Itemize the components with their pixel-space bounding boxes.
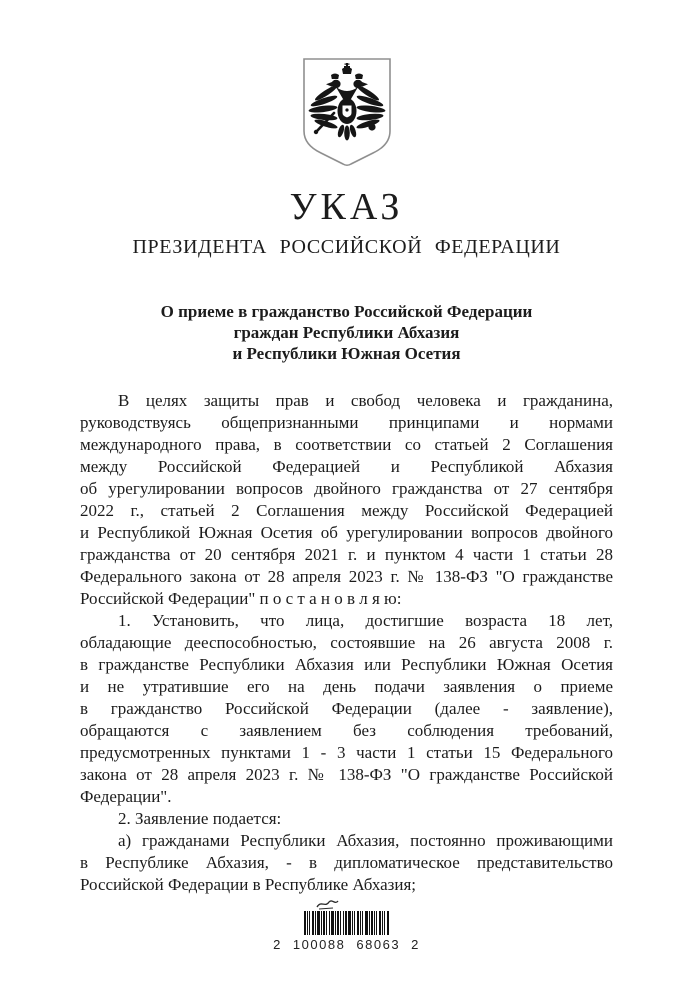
decree-title — [0, 301, 693, 364]
scribble-mark-icon — [314, 898, 340, 911]
paragraph — [80, 610, 613, 808]
text-line: в Республике Абхазия, - в дипломатическое представительство — [80, 853, 613, 872]
decree-title-line-3: и Республики Южная Осетия — [232, 344, 461, 363]
text-line: обращаются с заявлением без соблюдения требований, — [80, 721, 613, 740]
coat-of-arms — [298, 57, 396, 169]
text-line: в гражданство Российской Федерации (далее - заявление), — [80, 699, 613, 718]
text-line: и Республикой Южная Осетия об урегулировании вопросов двойного — [80, 523, 613, 542]
text-line: и не утратившие его на день подачи заявления о приеме — [80, 677, 613, 696]
text-line: в гражданстве Республики Абхазия или Республики Южная Осетия — [80, 655, 613, 674]
text-line: между Российской Федерацией и Республикой Абхазия — [80, 457, 613, 476]
text-line: Российской Федерации" п о с т а н о в л я ю: — [80, 589, 402, 608]
double-headed-eagle-emblem-icon — [298, 57, 396, 169]
decree-title-line-1: О приеме в гражданство Российской Федерации — [160, 302, 533, 321]
text-line: а) гражданами Республики Абхазия, постоянно проживающими — [118, 831, 613, 850]
text-line: обладающие дееспособностью, состоявшие на 26 августа 2008 г. — [80, 633, 613, 652]
text-line: руководствуясь общепризнанными принципами и нормами — [80, 413, 613, 432]
barcode-section — [0, 898, 693, 952]
paragraph — [80, 808, 613, 830]
text-line: гражданства от 20 сентября 2021 г. и пунктом 4 части 1 статьи 28 — [80, 545, 613, 564]
decree-title-line-2: граждан Республики Абхазия — [233, 323, 460, 342]
text-line: Федерального закона от 28 апреля 2023 г. № 138-ФЗ "О гражданстве — [80, 567, 613, 586]
barcode-icon — [304, 911, 390, 935]
decree-type-label: УКАЗ — [289, 186, 404, 228]
text-line: 1. Установить, что лица, достигшие возраста 18 лет, — [118, 611, 613, 630]
text-line: В целях защиты прав и свобод человека и гражданина, — [118, 391, 613, 410]
text-line: предусмотренных пунктами 1 - 3 части 1 статьи 15 Федерального — [80, 743, 613, 762]
text-line: 2. Заявление подается: — [118, 809, 282, 828]
text-line: 2022 г., статьей 2 Соглашения между Российской Федерацией — [80, 501, 613, 520]
text-line: закона от 28 апреля 2023 г. № 138-ФЗ "О гражданстве Российской — [80, 765, 613, 784]
text-line: Федерации". — [80, 787, 172, 806]
paragraph — [80, 830, 613, 896]
barcode-digits: 2 100088 68063 2 — [273, 937, 420, 952]
decree-body — [80, 390, 613, 896]
text-line: международного права, в соответствии со статьей 2 Соглашения — [80, 435, 613, 454]
text-line: об урегулировании вопросов двойного гражданства от 27 сентября — [80, 479, 613, 498]
issuer-label: ПРЕЗИДЕНТА РОССИЙСКОЙ ФЕДЕРАЦИИ — [132, 236, 561, 258]
paragraph — [80, 390, 613, 610]
text-line: Российской Федерации в Республике Абхазия; — [80, 875, 416, 894]
